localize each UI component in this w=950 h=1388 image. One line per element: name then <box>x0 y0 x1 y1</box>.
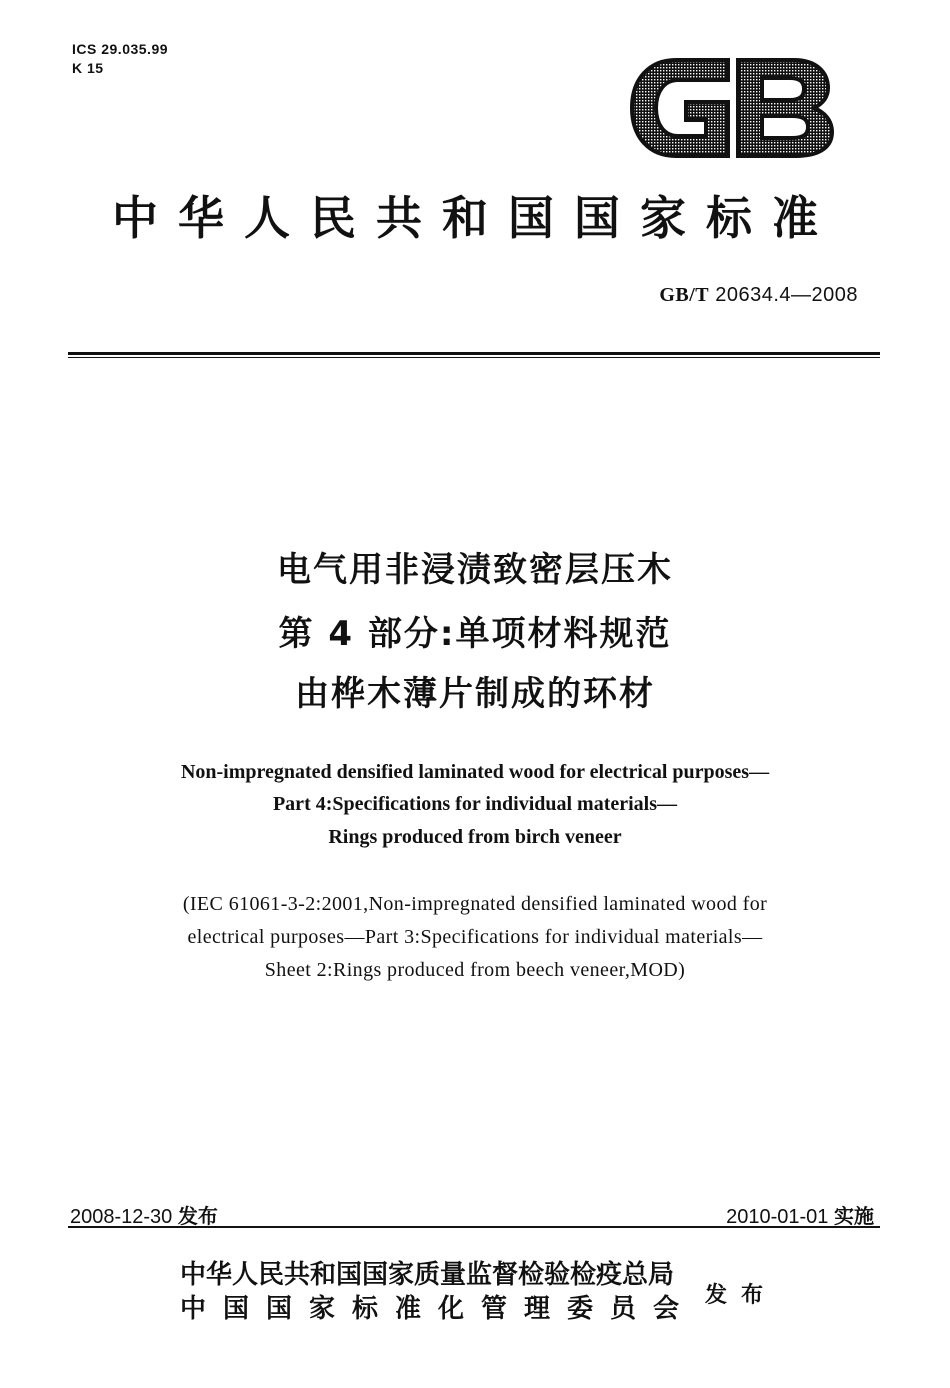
implementation-date <box>726 1200 874 1229</box>
ics-code: ICS 29.035.99 <box>72 41 169 57</box>
standard-number <box>659 284 858 307</box>
issue-label: 发布 <box>177 1204 218 1228</box>
standard-prefix: GB/T <box>659 284 710 306</box>
issue-date <box>70 1200 218 1229</box>
publish-label: 发布 <box>705 1282 778 1308</box>
implementation-label: 实施 <box>834 1204 874 1228</box>
title-cn-line3: 由桦木薄片制成的环材 <box>295 674 655 714</box>
title-cn-line1: 电气用非浸渍致密层压木 <box>277 550 673 590</box>
iec-reference-line3: Sheet 2:Rings produced from beech veneer,MOD) <box>264 959 686 981</box>
title-en-line3: Rings produced from birch veneer <box>328 826 622 848</box>
gb-logo <box>624 52 840 164</box>
issuer-aqsiq: 中华人民共和国国家质量监督检验检疫总局 <box>180 1260 675 1290</box>
title-en-line1: Non-impregnated densified laminated wood for electrical purposes— <box>180 761 770 783</box>
iec-reference-line2: electrical purposes—Part 3:Specifications for individual materials— <box>187 926 763 948</box>
national-standard-heading: 中华人民共和国国家标准 <box>112 191 838 245</box>
title-en-line2: Part 4:Specifications for individual materials— <box>272 793 678 815</box>
implementation-date-value: 2010-01-01 <box>726 1206 829 1228</box>
header-divider-thin <box>68 357 880 358</box>
iec-reference-line1: (IEC 61061-3-2:2001,Non-impregnated densified laminated wood for <box>182 893 768 915</box>
title-cn-line2: 第 4 部分:单项材料规范 <box>278 614 672 654</box>
issue-date-value: 2008-12-30 <box>70 1206 173 1228</box>
classification-code: K 15 <box>72 60 104 76</box>
header-divider <box>68 352 880 355</box>
standard-number-value: 20634.4—2008 <box>715 284 858 306</box>
issuer-sac: 中国国家标准化管理委员会 <box>180 1294 697 1324</box>
footer-divider <box>68 1226 880 1228</box>
